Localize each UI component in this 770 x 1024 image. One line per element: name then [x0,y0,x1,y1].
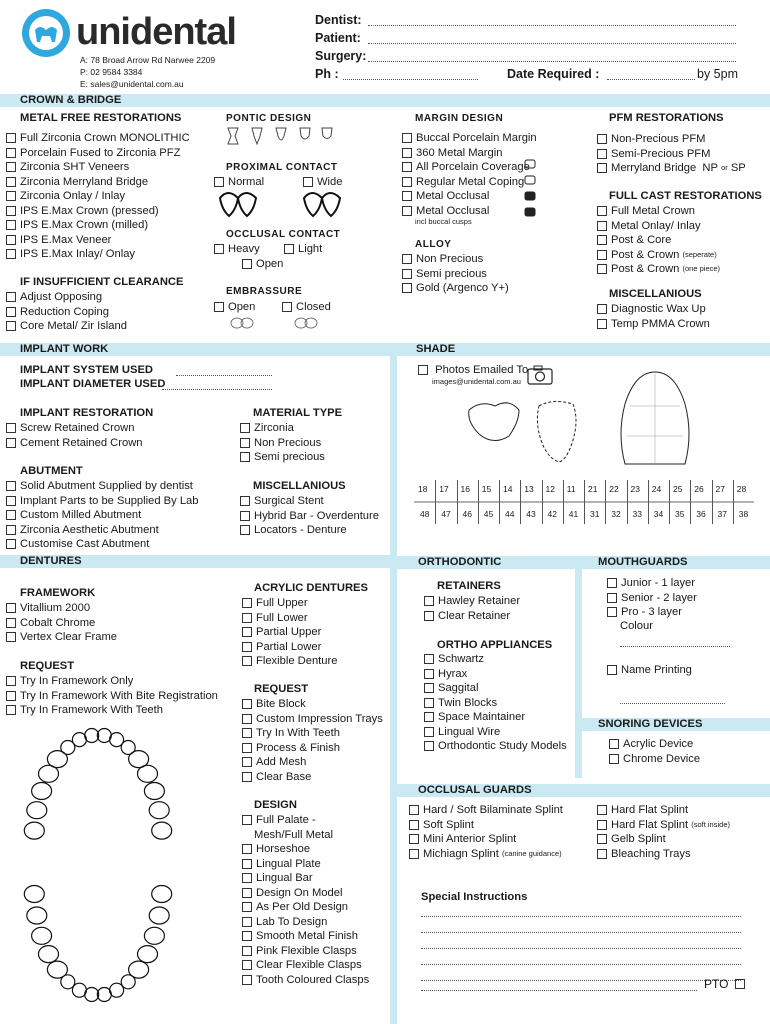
implant-diameter-field[interactable] [162,389,272,390]
implant-misc-item[interactable]: Locators - Denture [240,523,347,538]
snoring-bar: SNORING DEVICES [580,718,770,731]
special-line[interactable] [421,964,741,965]
framework-item[interactable]: Cobalt Chrome [6,616,95,631]
abutment-item[interactable]: Customise Cast Abutment [6,537,149,552]
design-item[interactable]: Smooth Metal Finish [242,929,358,944]
tooth-number-upper[interactable]: 16 [460,484,470,494]
request-item[interactable]: Try In Framework Only [6,674,133,689]
pto[interactable]: PTO [704,977,749,992]
tooth-cell-divider [435,480,436,524]
tooth-number-lower[interactable]: 48 [420,509,430,519]
pontic-icon [322,128,332,139]
pontic-title: PONTIC DESIGN [226,113,312,124]
mouthguard-name-field[interactable] [620,703,725,704]
abutment-title: ABUTMENT [20,465,83,477]
tooth-number-lower[interactable]: 46 [462,509,472,519]
acrylic-item[interactable]: Partial Upper [242,625,321,640]
tooth-number-lower[interactable]: 41 [568,509,579,519]
tooth-number-upper[interactable]: 15 [481,484,492,494]
metal-free-item[interactable]: IPS E.Max Crown (pressed) [6,204,159,219]
pontic-icon [276,128,286,140]
margin-icons [523,158,539,220]
tooth-number-upper[interactable]: 12 [545,484,555,494]
full-cast-item[interactable]: Full Metal Crown [597,204,695,219]
tooth-number-upper[interactable]: 23 [630,484,640,494]
patient-label: Patient: [315,31,361,45]
full-cast-item[interactable]: Post & Crown (seperate) [597,248,717,263]
implant-diameter-label: IMPLANT DIAMETER USED [20,378,166,390]
appliance-item[interactable]: Schwartz [424,652,484,667]
mouthguard-item[interactable]: Senior - 2 layer [607,591,697,606]
tooth-number-lower[interactable]: 36 [696,509,706,519]
proximal-icons [218,190,353,220]
surgery-label: Surgery: [315,49,367,63]
tooth-number-upper[interactable]: 22 [609,484,619,494]
og-left-item[interactable]: Michiagn Splint (canine guidance) [409,847,562,862]
full-cast-title: FULL CAST RESTORATIONS [609,190,762,202]
abutment-item[interactable]: Solid Abutment Supplied by dentist [6,479,193,494]
margin-item[interactable]: Metal Occlusal [402,204,489,219]
request-title: REQUEST [20,660,75,672]
occlusal-open[interactable]: Open [242,257,283,272]
material-item[interactable]: Semi precious [240,450,325,465]
special-line[interactable] [421,980,741,981]
tooth-number-upper[interactable]: 24 [651,484,662,494]
special-line[interactable] [421,916,741,917]
date-required-field[interactable] [607,79,695,80]
abutment-item[interactable]: Implant Parts to be Supplied By Lab [6,494,199,509]
acrylic-item[interactable]: Partial Lower [242,640,321,655]
metal-free-item[interactable]: IPS E.Max Inlay/ Onlay [6,247,135,262]
tooth-cell-divider [627,480,628,524]
tooth-outline-icon[interactable] [27,802,47,819]
proximal-title: PROXIMAL CONTACT [226,162,338,173]
design-item[interactable]: Design On Model [242,886,342,901]
tooth-outline-icon[interactable] [85,729,99,743]
og-right-item[interactable]: Hard Flat Splint [597,803,688,818]
tooth-number-upper[interactable]: 27 [715,484,725,494]
alloy-item[interactable]: Semi precious [402,267,487,282]
tooth-number-upper[interactable]: 28 [736,484,747,494]
retainers-title: RETAINERS [437,580,501,592]
margin-item[interactable]: Metal Occlusal [402,189,489,204]
design-item[interactable]: Clear Flexible Clasps [242,958,362,973]
acrylic-item[interactable]: Full Lower [242,611,308,626]
tooth-outline-icon[interactable] [39,946,59,963]
framework-item[interactable]: Vitallium 2000 [6,601,90,616]
request2-item[interactable]: Add Mesh [242,755,306,770]
tooth-outline-icon[interactable] [138,946,158,963]
design-title: DESIGN [254,799,297,811]
retainer-item[interactable]: Hawley Retainer [424,594,520,609]
tooth-number-lower[interactable]: 43 [526,509,536,519]
metal-free-item[interactable]: Zirconia Merryland Bridge [6,175,148,190]
photos-email: images@unidental.com.au [432,377,521,386]
mouthguard-item[interactable]: Pro - 3 layer [607,605,682,620]
implant-misc-item[interactable]: Surgical Stent [240,494,324,509]
vertical-divider [390,343,397,1024]
design-item[interactable]: Full Palate - [242,813,316,828]
design-item[interactable]: Lingual Bar [242,871,313,886]
appliance-item[interactable]: Twin Blocks [424,696,497,711]
pontic-icons [224,126,336,148]
tooth-outline-icon[interactable] [152,886,172,903]
special-line[interactable] [421,932,741,933]
tooth-number-upper[interactable]: 14 [503,484,513,494]
appliance-item[interactable]: Hyrax [424,667,467,682]
pfm-item[interactable]: Non-Precious PFM [597,132,706,147]
tooth-number-upper[interactable]: 13 [524,484,534,494]
design-item[interactable]: Pink Flexible Clasps [242,944,357,959]
tooth-number-lower[interactable]: 32 [611,509,621,519]
appliance-item[interactable]: Lingual Wire [424,725,500,740]
pontic-icon [228,128,238,144]
brand-phone: P: 02 9584 3384 [80,67,143,77]
coping-icon [525,176,535,184]
og-left-item[interactable]: Soft Splint [409,818,474,833]
molar-outline-icon [469,403,519,441]
mouthguards-bar: MOUTHGUARDS [580,556,770,569]
special-line[interactable] [421,948,741,949]
logo-mark [16,8,78,58]
tooth-outline-icon[interactable] [32,783,52,800]
metal-free-item[interactable]: IPS E.Max Veneer [6,233,111,248]
alloy-item[interactable]: Gold (Argenco Y+) [402,281,509,296]
insufficient-item[interactable]: Reduction Coping [6,305,109,320]
tooth-number-upper[interactable]: 17 [439,484,449,494]
photos-emailed[interactable]: Photos Emailed To [418,363,528,378]
tooth-wide-icon [304,193,322,216]
occlusal-guards-bar: OCCLUSAL GUARDS [395,784,770,797]
tooth-number-lower[interactable]: 34 [653,509,664,519]
tooth-number-lower[interactable]: 47 [441,509,451,519]
material-item[interactable]: Non Precious [240,436,321,451]
logo [16,8,238,58]
design-item[interactable]: Tooth Coloured Clasps [242,973,369,988]
brand-address: A: 78 Broad Arrow Rd Narwee 2209 [80,55,216,65]
appliance-item[interactable]: Space Maintainer [424,710,525,725]
metal-free-item[interactable]: Full Zirconia Crown MONOLITHIC [6,131,190,146]
design-item[interactable]: Lab To Design [242,915,327,930]
cb-misc-item[interactable]: Diagnostic Wax Up [597,302,706,317]
ortho-bar: ORTHODONTIC [395,556,580,569]
framework-title: FRAMEWORK [20,587,96,599]
embrassure-closed[interactable]: Closed [282,300,331,315]
pfm-item[interactable]: Semi-Precious PFM [597,147,710,162]
tooth-outline-icon[interactable] [149,907,169,924]
full-cast-item[interactable]: Post & Core [597,233,671,248]
tooth-cell-divider [669,480,670,524]
margin-note: incl buccal cusps [415,217,472,226]
margin-item[interactable]: Buccal Porcelain Margin [402,131,537,146]
dentist-label: Dentist: [315,13,362,27]
tooth-normal-icon [220,193,238,216]
ph-field[interactable] [343,79,478,80]
surgery-field[interactable] [368,61,736,62]
acrylic-item[interactable]: Full Upper [242,596,308,611]
special-instructions-title: Special Instructions [421,891,528,903]
tooth-number-upper[interactable]: 18 [418,484,428,494]
framework-item[interactable]: Vertex Clear Frame [6,630,117,645]
tooth-number-lower[interactable]: 33 [632,509,642,519]
tooth-number-upper[interactable]: 11 [566,484,576,494]
material-title: MATERIAL TYPE [253,407,343,419]
tooth-number-upper[interactable]: 25 [673,484,683,494]
tooth-cell-divider [605,480,606,524]
og-left-item[interactable]: Hard / Soft Bilaminate Splint [409,803,563,818]
tooth-number-lower[interactable]: 42 [547,509,557,519]
margin-item[interactable]: All Porcelain Coverage [402,160,530,175]
embrassure-title: EMBRASSURE [226,286,303,297]
dentures-bar: DENTURES [0,555,390,568]
tooth-cell-divider [499,480,500,524]
pfm-title: PFM RESTORATIONS [609,112,724,124]
appliance-item[interactable]: Orthodontic Study Models [424,739,567,754]
shade-teeth-diagram [465,366,725,470]
tooth-number-lower[interactable]: 35 [675,509,685,519]
premolar-outline-icon [537,401,576,462]
tooth-outline-icon[interactable] [144,927,164,944]
occlusal-heavy[interactable]: Heavy [214,242,260,257]
tooth-cell-divider [563,480,564,524]
tooth-outline-icon[interactable] [24,822,44,839]
occlusal-icon [525,192,535,200]
pfm-item[interactable]: Merryland Bridge NP or SP [597,161,746,176]
tooth-cell-divider [648,480,649,524]
og-right-item[interactable]: Bleaching Trays [597,847,691,862]
implant-restoration-title: IMPLANT RESTORATION [20,407,154,419]
mouthguard-item[interactable]: Junior - 1 layer [607,576,695,591]
alloy-title: ALLOY [415,239,452,250]
abutment-item[interactable]: Zirconia Aesthetic Abutment [6,523,159,538]
embrassure-icons [230,316,330,330]
tooth-cell-divider [520,480,521,524]
pontic-icon [252,128,262,144]
tooth-outline-icon[interactable] [144,783,164,800]
implant-misc-title: MISCELLANIOUS [253,480,346,492]
tooth-outline-icon[interactable] [152,822,172,839]
tooth-number-lower[interactable]: 37 [717,509,727,519]
design-item[interactable]: Lingual Plate [242,857,321,872]
occlusal-title: OCCLUSAL CONTACT [226,229,341,240]
tooth-chart [414,480,754,524]
margin-item[interactable]: 360 Metal Margin [402,146,502,161]
implant-restoration-item[interactable]: Screw Retained Crown [6,421,134,436]
tooth-outline-icon[interactable] [24,886,44,903]
metal-free-item[interactable]: Porcelain Fused to Zirconia PFZ [6,146,180,161]
abutment-item[interactable]: Custom Milled Abutment [6,508,141,523]
implant-system-field[interactable] [176,375,272,376]
tooth-cell-divider [542,480,543,524]
request-item[interactable]: Try In Framework With Bite Registration [6,689,218,704]
embrassure-open[interactable]: Open [214,300,255,315]
mouthguard-colour-field[interactable] [620,646,730,647]
metal-free-item[interactable]: Zirconia SHT Veneers [6,160,129,175]
metal-free-title: METAL FREE RESTORATIONS [20,112,182,124]
implant-system-label: IMPLANT SYSTEM USED [20,364,154,376]
pontic-icon [300,128,310,139]
insufficient-title: IF INSUFFICIENT CLEARANCE [20,276,184,288]
shade-bar: SHADE [395,343,770,356]
alloy-item[interactable]: Non Precious [402,252,483,267]
tooth-number-lower[interactable]: 45 [483,509,494,519]
acrylic-item[interactable]: Flexible Denture [242,654,337,669]
ph-label: Ph : [315,67,339,81]
dental-arch-diagram[interactable] [18,723,190,1013]
crown-bridge-bar: CROWN & BRIDGE [0,94,770,107]
og-right-item[interactable]: Gelb Splint [597,832,666,847]
snoring-item[interactable]: Chrome Device [609,752,700,767]
tooth-outline-icon[interactable] [138,765,158,782]
tooth-number-upper[interactable]: 21 [588,484,598,494]
tooth-cell-divider [733,480,734,524]
tooth-number-lower[interactable]: 38 [738,509,749,519]
acrylic-title: ACRYLIC DENTURES [254,582,368,594]
coverage-icon [525,160,535,168]
request-item[interactable]: Try In Framework With Teeth [6,703,163,718]
occlusal-buccal-icon [525,208,535,216]
implant-misc-item[interactable]: Hybrid Bar - Overdenture [240,509,379,524]
tooth-cell-divider [690,480,691,524]
mouthguard-name[interactable]: Name Printing [607,663,692,678]
insufficient-item[interactable]: Core Metal/ Zir Island [6,319,127,334]
tooth-outline-icon[interactable] [32,927,52,944]
full-cast-item[interactable]: Post & Crown (one piece) [597,262,720,277]
snoring-item[interactable]: Acrylic Device [609,737,693,752]
tooth-cell-divider [712,480,713,524]
og-left-item[interactable]: Mini Anterior Splint [409,832,516,847]
design-item-cont: Mesh/Full Metal [254,828,333,841]
tooth-outline-icon[interactable] [97,988,111,1002]
tooth-outline-icon[interactable] [47,961,67,978]
patient-field[interactable] [368,43,736,44]
tooth-cell-divider [478,480,479,524]
request2-item[interactable]: Clear Base [242,770,311,785]
special-line[interactable] [421,990,697,991]
full-cast-item[interactable]: Metal Onlay/ Inlay [597,219,701,234]
margin-title: MARGIN DESIGN [415,113,504,124]
og-right-item[interactable]: Hard Flat Splint (soft inside) [597,818,730,833]
tooth-cell-divider [457,480,458,524]
metal-free-item[interactable]: IPS E.Max Crown (milled) [6,218,148,233]
design-item[interactable]: As Per Old Design [242,900,348,915]
request2-title: REQUEST [254,683,309,695]
metal-free-item[interactable]: Zirconia Onlay / Inlay [6,189,125,204]
proximal-wide[interactable]: Wide [303,175,343,190]
request2-item[interactable]: Try In With Teeth [242,726,340,741]
implant-restoration-item[interactable]: Cement Retained Crown [6,436,143,451]
tooth-number-lower[interactable]: 44 [505,509,515,519]
request2-item[interactable]: Bite Block [242,697,306,712]
tooth-outline-icon[interactable] [27,907,47,924]
occlusal-light[interactable]: Light [284,242,322,257]
material-item[interactable]: Zirconia [240,421,294,436]
tooth-number-upper[interactable]: 26 [694,484,704,494]
proximal-normal[interactable]: Normal [214,175,264,190]
insufficient-item[interactable]: Adjust Opposing [6,290,102,305]
cb-misc-item[interactable]: Temp PMMA Crown [597,317,710,332]
implant-bar: IMPLANT WORK [0,343,390,356]
tooth-cell-divider [584,480,585,524]
by-5pm: by 5pm [697,67,738,81]
vertical-divider-2 [575,556,582,778]
tooth-outline-icon[interactable] [149,802,169,819]
design-item[interactable]: Horseshoe [242,842,310,857]
appliance-item[interactable]: Saggital [424,681,478,696]
retainer-item[interactable]: Clear Retainer [424,609,510,624]
request2-item[interactable]: Custom Impression Trays [242,712,383,727]
dentist-field[interactable] [368,25,736,26]
margin-item[interactable]: Regular Metal Coping [402,175,524,190]
tooth-number-lower[interactable]: 31 [590,509,600,519]
date-required-label: Date Required : [507,67,600,81]
brand-email: E: sales@unidental.com.au [80,79,184,89]
mouthguard-colour-label: Colour [620,620,653,632]
brand-name: unidental [76,11,236,53]
cb-misc-title: MISCELLANIOUS [609,288,702,300]
appliances-title: ORTHO APPLIANCES [437,639,553,651]
request2-item[interactable]: Process & Finish [242,741,340,756]
